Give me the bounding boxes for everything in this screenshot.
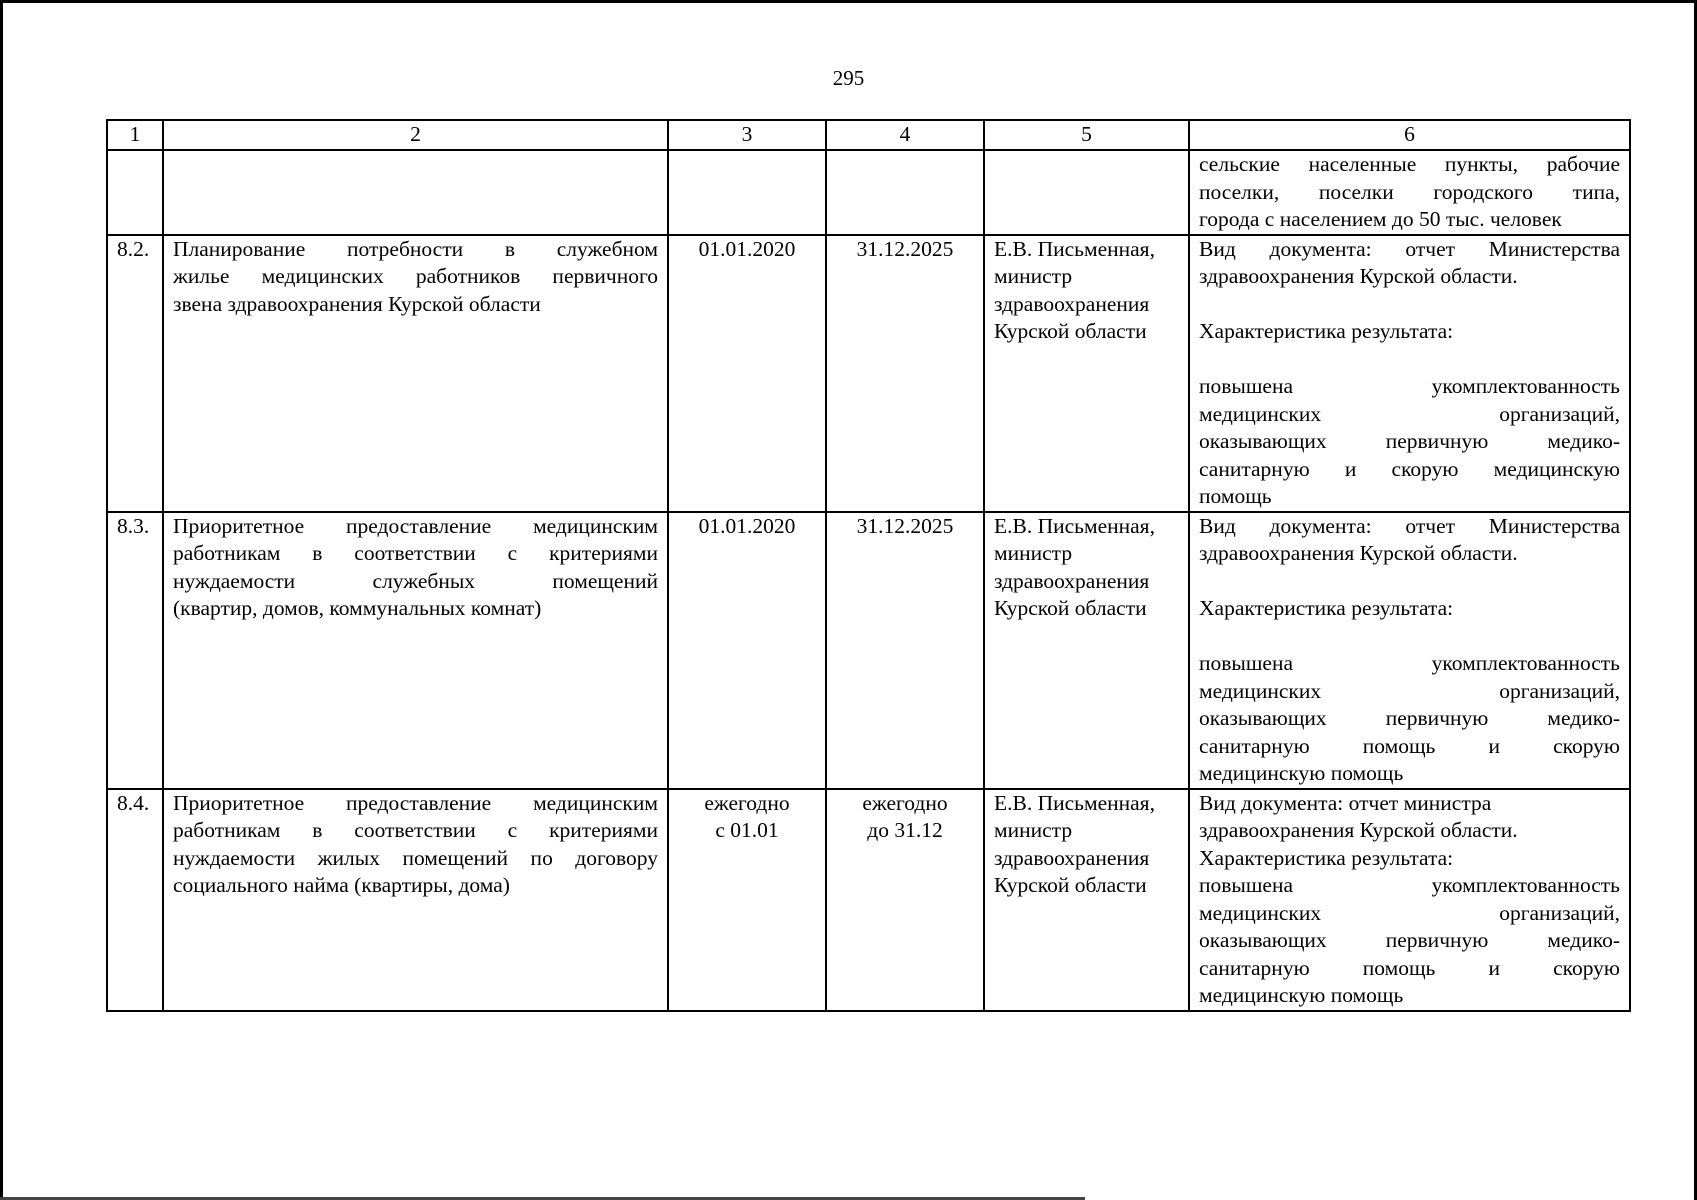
measures-table bbox=[106, 119, 1631, 1012]
row-end-date bbox=[826, 235, 984, 512]
row-result bbox=[1189, 235, 1630, 512]
start-date-line: 01.01.2020 bbox=[698, 513, 796, 538]
responsible-line: министр bbox=[994, 264, 1073, 288]
result-line: санитарную и скорую медицинскую bbox=[1199, 456, 1620, 481]
row-title bbox=[163, 512, 668, 789]
result-line: оказывающих первичную медико- bbox=[1199, 429, 1620, 453]
start-date-line: с 01.01 bbox=[715, 818, 779, 842]
result-line: медицинскую помощь bbox=[1199, 761, 1404, 785]
responsible-line: Курской области bbox=[994, 873, 1147, 897]
result-line: санитарную помощь и скорую bbox=[1199, 733, 1620, 758]
header-cell-4: 4 bbox=[826, 120, 984, 150]
continuation-line: сельские населенные пункты, рабочие bbox=[1199, 152, 1620, 176]
row-end-date bbox=[826, 512, 984, 789]
result-line: повышена укомплектованность bbox=[1199, 651, 1620, 675]
result-line: повышена укомплектованность bbox=[1199, 873, 1620, 897]
responsible-line: здравоохранения bbox=[994, 568, 1150, 593]
title-line: работникам в соответствии с критериями bbox=[173, 818, 658, 842]
header-cell-6: 6 bbox=[1189, 120, 1630, 150]
header-cell-1: 1 bbox=[107, 120, 163, 150]
continuation-line: поселки, поселки городского типа, bbox=[1199, 179, 1620, 204]
title-line: Планирование потребности в служебном bbox=[173, 236, 658, 261]
continuation-title-cell bbox=[163, 150, 668, 235]
continuation-end-cell bbox=[826, 150, 984, 235]
table-header-row bbox=[107, 120, 1630, 150]
continuation-row bbox=[107, 150, 1630, 235]
doc-type-line: здравоохранения Курской области. bbox=[1199, 264, 1518, 288]
title-line: нуждаемости служебных помещений bbox=[173, 568, 658, 593]
row-start-date bbox=[668, 512, 826, 789]
spacer bbox=[1199, 346, 1620, 374]
title-line: звена здравоохранения Курской области bbox=[173, 291, 541, 316]
result-label: Характеристика результата: bbox=[1199, 596, 1454, 620]
result-line: оказывающих первичную медико- bbox=[1199, 706, 1620, 730]
header-cell-2: 2 bbox=[163, 120, 668, 150]
row-responsible bbox=[984, 512, 1189, 789]
responsible-line: здравоохранения bbox=[994, 845, 1150, 870]
row-number: 8.4. bbox=[107, 789, 163, 1011]
result-label: Характеристика результата: bbox=[1199, 319, 1454, 343]
responsible-line: здравоохранения bbox=[994, 291, 1150, 316]
result-line: медицинских организаций, bbox=[1199, 900, 1620, 925]
row-title bbox=[163, 235, 668, 512]
start-date-line: 01.01.2020 bbox=[698, 236, 796, 261]
end-date-line: ежегодно bbox=[862, 790, 948, 815]
header-cell-3: 3 bbox=[668, 120, 826, 150]
end-date-line: до 31.12 bbox=[867, 818, 943, 842]
result-line: медицинских организаций, bbox=[1199, 678, 1620, 703]
continuation-start-cell bbox=[668, 150, 826, 235]
title-line: нуждаемости жилых помещений по договору bbox=[173, 845, 658, 870]
result-label: Характеристика результата: bbox=[1199, 845, 1454, 870]
title-line: социального найма (квартиры, дома) bbox=[173, 873, 510, 897]
start-date-line: ежегодно bbox=[704, 790, 790, 815]
row-responsible bbox=[984, 789, 1189, 1011]
row-result bbox=[1189, 512, 1630, 789]
title-line: (квартир, домов, коммунальных комнат) bbox=[173, 596, 542, 620]
title-line: работникам в соответствии с критериями bbox=[173, 541, 658, 565]
row-start-date bbox=[668, 789, 826, 1011]
responsible-line: Курской области bbox=[994, 596, 1147, 620]
spacer bbox=[1199, 291, 1620, 319]
title-line: Приоритетное предоставление медицинским bbox=[173, 513, 658, 538]
responsible-line: Е.В. Письменная, bbox=[994, 513, 1155, 538]
result-line: помощь bbox=[1199, 484, 1272, 508]
spacer bbox=[1199, 623, 1620, 651]
table-row-8-4 bbox=[107, 789, 1630, 1011]
responsible-line: министр bbox=[994, 541, 1073, 565]
doc-type-line: здравоохранения Курской области. bbox=[1199, 541, 1518, 565]
end-date-line: 31.12.2025 bbox=[856, 236, 954, 261]
responsible-line: Е.В. Письменная, bbox=[994, 790, 1155, 815]
row-number: 8.2. bbox=[107, 235, 163, 512]
responsible-line: Е.В. Письменная, bbox=[994, 236, 1155, 261]
continuation-num-cell bbox=[107, 150, 163, 235]
responsible-line: Курской области bbox=[994, 319, 1147, 343]
header-cell-5: 5 bbox=[984, 120, 1189, 150]
result-line: оказывающих первичную медико- bbox=[1199, 928, 1620, 952]
row-number: 8.3. bbox=[107, 512, 163, 789]
doc-type-line: Вид документа: отчет Министерства bbox=[1199, 513, 1620, 538]
row-result bbox=[1189, 789, 1630, 1011]
result-line: медицинскую помощь bbox=[1199, 983, 1404, 1007]
scan-border-left bbox=[0, 0, 3, 1200]
result-line: санитарную помощь и скорую bbox=[1199, 955, 1620, 980]
spacer bbox=[1199, 568, 1620, 596]
row-start-date bbox=[668, 235, 826, 512]
doc-type-line: Вид документа: отчет министра bbox=[1199, 790, 1492, 815]
scan-border-top bbox=[0, 0, 1697, 3]
responsible-line: министр bbox=[994, 818, 1073, 842]
row-responsible bbox=[984, 235, 1189, 512]
title-line: жилье медицинских работников первичного bbox=[173, 264, 658, 288]
page-number: 295 bbox=[832, 66, 865, 90]
continuation-line: города с населением до 50 тыс. человек bbox=[1199, 207, 1562, 231]
result-line: повышена укомплектованность bbox=[1199, 374, 1620, 398]
row-end-date bbox=[826, 789, 984, 1011]
result-line: медицинских организаций, bbox=[1199, 401, 1620, 426]
doc-type-line: Вид документа: отчет Министерства bbox=[1199, 236, 1620, 261]
table-row-8-2 bbox=[107, 235, 1630, 512]
end-date-line: 31.12.2025 bbox=[856, 513, 954, 538]
continuation-result-cell bbox=[1189, 150, 1630, 235]
doc-type-line: здравоохранения Курской области. bbox=[1199, 818, 1518, 842]
continuation-responsible-cell bbox=[984, 150, 1189, 235]
title-line: Приоритетное предоставление медицинским bbox=[173, 790, 658, 815]
row-title bbox=[163, 789, 668, 1011]
table-row-8-3 bbox=[107, 512, 1630, 789]
